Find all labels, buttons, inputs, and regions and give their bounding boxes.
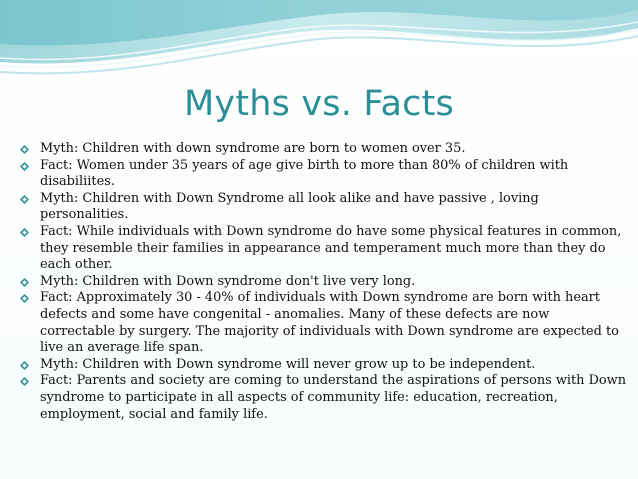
bullet-text: Fact: Women under 35 years of age give birth to more than 80% of children with disabiliites. [40, 157, 569, 190]
bullet-item [20, 224, 626, 274]
bullet-text: Fact: Parents and society are coming to understand the aspirations of persons with Down syndrome to participate in all aspects of community life: education, recreation, employment, social and family life. [40, 373, 627, 422]
bullet-text: Myth: Children with Down syndrome don't live very long. [40, 273, 416, 289]
bullet-item [20, 158, 626, 191]
bullet-item [20, 357, 626, 374]
diamond-bullet-icon [20, 361, 29, 370]
bullet-item [20, 290, 626, 356]
bullet-item [20, 141, 626, 158]
bullet-text: Myth: Children with Down syndrome will never grow up to be independent. [40, 356, 536, 372]
diamond-bullet-icon [20, 294, 29, 303]
diamond-bullet-icon [20, 377, 29, 386]
slide-title: Myths vs. Facts [184, 84, 454, 124]
diamond-bullet-icon [20, 228, 29, 237]
bullet-list [20, 141, 626, 423]
diamond-bullet-icon [20, 195, 29, 204]
bullet-item [20, 191, 626, 224]
bullet-text: Fact: While individuals with Down syndrome do have some physical features in common, they resemble their families in appearance and temperament much more than they do each other. [40, 223, 622, 273]
bullet-item [20, 274, 626, 291]
bullet-text: Myth: Children with down syndrome are born to women over 35. [40, 141, 466, 156]
diamond-bullet-icon [20, 145, 29, 154]
bullet-item [20, 373, 626, 423]
bullet-text: Myth: Children with Down Syndrome all look alike and have passive , loving personalities. [40, 190, 539, 223]
diamond-bullet-icon [20, 162, 29, 171]
diamond-bullet-icon [20, 278, 29, 287]
bullet-text: Fact: Approximately 30 - 40% of individuals with Down syndrome are born with heart defects and some have congenital - anomalies. Many of these defects are now correctable by surgery. The majority of individuals with Down syndrome are expected to live an average life span. [40, 290, 619, 356]
